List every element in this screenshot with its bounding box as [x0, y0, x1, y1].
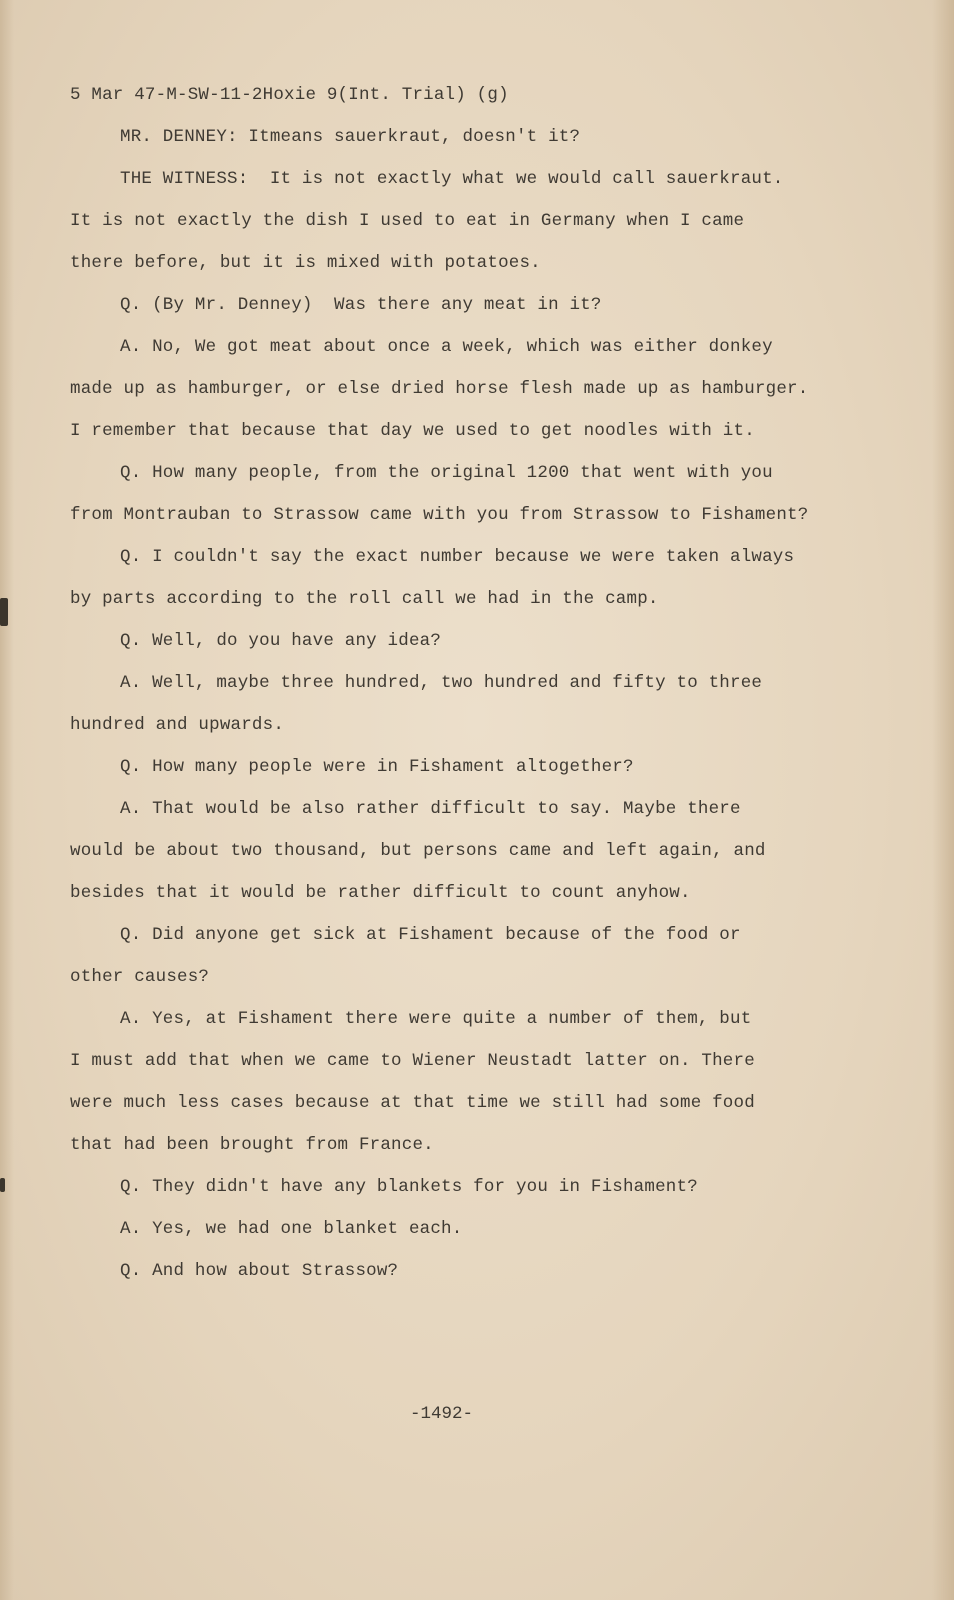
transcript-line: I must add that when we came to Wiener Neustadt latter on. There [70, 1051, 755, 1071]
transcript-line: THE WITNESS: It is not exactly what we would call sauerkraut. [120, 169, 784, 189]
transcript-line: other causes? [70, 967, 210, 987]
transcript-line: were much less cases because at that time we still had some food [70, 1093, 755, 1113]
transcript-line: MR. DENNEY: Itmeans sauerkraut, doesn't it? [120, 127, 581, 147]
transcript-line: Q. They didn't have any blankets for you in Fishament? [120, 1177, 698, 1197]
transcript-line: that had been brought from France. [70, 1135, 434, 1155]
transcript-line: Q. How many people, from the original 1200 that went with you [120, 463, 773, 483]
page-number: -1492- [410, 1404, 474, 1424]
binding-mark [0, 598, 8, 626]
transcript-line: I remember that because that day we used to get noodles with it. [70, 421, 755, 441]
transcript-line: hundred and upwards. [70, 715, 285, 735]
transcript-line: A. That would be also rather difficult to say. Maybe there [120, 799, 741, 819]
transcript-line: Q. Well, do you have any idea? [120, 631, 442, 651]
binding-mark [0, 1178, 5, 1192]
transcript-line: Q. I couldn't say the exact number because we were taken always [120, 547, 795, 567]
document-header: 5 Mar 47-M-SW-11-2Hoxie 9(Int. Trial) (g) [70, 85, 509, 105]
transcript-line: Q. (By Mr. Denney) Was there any meat in it? [120, 295, 602, 315]
transcript-line: A. Yes, at Fishament there were quite a number of them, but [120, 1009, 752, 1029]
transcript-line: made up as hamburger, or else dried horse flesh made up as hamburger. [70, 379, 809, 399]
transcript-line: Q. Did anyone get sick at Fishament because of the food or [120, 925, 741, 945]
transcript-line: Q. And how about Strassow? [120, 1261, 399, 1281]
transcript-line: by parts according to the roll call we had in the camp. [70, 589, 659, 609]
transcript-line: It is not exactly the dish I used to eat in Germany when I came [70, 211, 745, 231]
transcript-line: from Montrauban to Strassow came with you from Strassow to Fishament? [70, 505, 809, 525]
transcript-line: there before, but it is mixed with potatoes. [70, 253, 541, 273]
transcript-line: A. No, We got meat about once a week, which was either donkey [120, 337, 773, 357]
transcript-line: besides that it would be rather difficult to count anyhow. [70, 883, 691, 903]
transcript-line: A. Well, maybe three hundred, two hundred and fifty to three [120, 673, 763, 693]
transcript-line: would be about two thousand, but persons came and left again, and [70, 841, 766, 861]
transcript-line: Q. How many people were in Fishament altogether? [120, 757, 634, 777]
transcript-line: A. Yes, we had one blanket each. [120, 1219, 463, 1239]
